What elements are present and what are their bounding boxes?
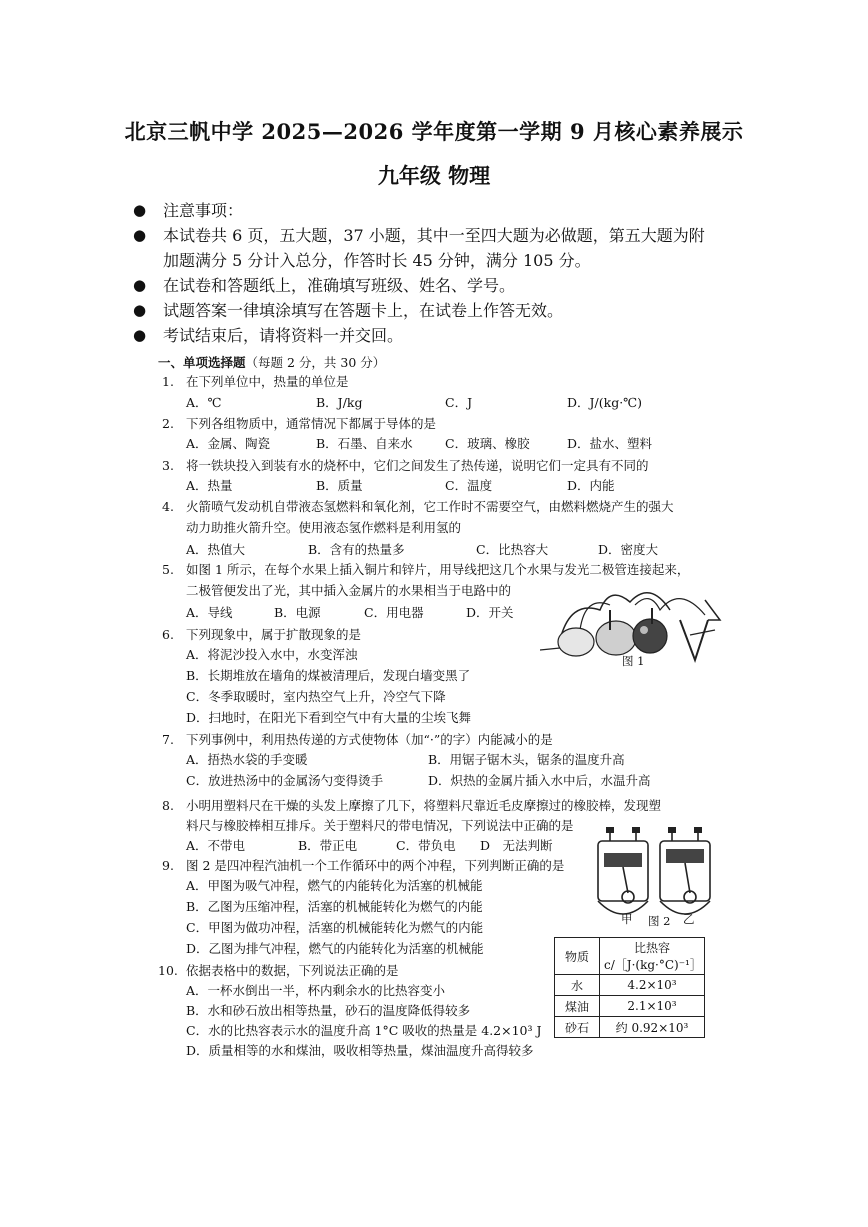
notice-item: ● 本试卷共 6 页，五大题，37 小题，其中一至四大题为必做题，第五大题为附 xyxy=(133,223,753,248)
q5-option-b: B．电源 xyxy=(274,605,321,620)
notice-item: ● 在试卷和答题纸上，准确填写班级、姓名、学号。 xyxy=(133,273,753,298)
exam-page: 北京三帆中学 2025—2026 学年度第一学期 9 月核心素养展示 九年级 物理 ● 注意事项： ● 本试卷共 6 页，五大题，37 小题，其中一至四大题为必做题，第五大题为附 加题满分 5 分计入总分，作答时长 45 分钟，满分 105 分。 ● 在试卷和答题纸上，准确填写班级、姓名、学号。 ● 试题答案一律填涂填写在答题卡上，在试卷上作答无效。 ● 考试结束后，请将资料一并交回。 一、单项选择题（每题 2 分，共 30 分） 1. 在下列单位中，热量的单位是 A．℃ B．J/kg C．J D．J/(kg·℃) 2. 下列各组物质中，通常情况下都属于导体的是 A．金属、陶瓷 B．石墨、自来水 C．玻璃、橡胶 D．盐水、塑料 3. 将一铁块投入到装有水的烧杯中，它们之间发生了热传递，说明它们一定具有不同的 A．热量 B．质量 C．温度 D．内能 4. 火箭喷气发动机自带液态氢燃料和氧化剂，它工作时不需要空气，由燃料燃烧产生的强大 动力助推火箭升空。使用液态氢作燃料是利用氢的 A．热值大 B．含有的热量多 C．比热容大 D．密度大 5. 如图 1 所示，在每个水果上插入铜片和锌片，用导线把这几个水果与发光二极管连接起来， 二极管便发出了光，其中插入金属片的水果相当于电路中的 A．导线 B．电源 C．用电器 D．开关 图 1 6. 下列现象中，属于扩散现象的是 A．将泥沙投入水中，水变浑浊 B．长期堆放在墙角的煤被清理后，发现白墙变黑了 C．冬季取暖时，室内热空气上升，冷空气下降 D．扫地时，在阳光下看到空气中有大量的尘埃飞舞 7. 下列事例中，利用热传递的方式使物体（加“·”的字）内能减小的是 A．捂热水袋的手变暖 B．用锯子锯木头，锯条的温度升高 C．放进热汤中的金属汤勺变得烫手 D．炽热的金属片插入水中后，水温升高 8. 小明用塑料尺在干燥的头发上摩擦了几下，将塑料尺靠近毛皮摩擦过的橡胶棒，发现塑 料尺与橡胶棒相互排斥。关于塑料尺的带电情况，下列说法中正确的是 A．不带电 B．带正电 C．带负电 D 无法判断 甲 图 2 乙 9. 图 2 是四冲程汽油机一个工作循环中的两个冲程，下列判断正确的是 A．甲图为吸气冲程，燃气的内能转化为活塞的机械能 B．乙图为压缩冲程，活塞的机械能转化为燃气的内能 C．甲图为做功冲程，活塞的机械能转化为燃气的内能 D．乙图为排气冲程，燃气的内能转化为活塞的机械能 10. 依据表格中的数据，下列说法正确的是 A．一杯水倒出一半，杯内剩余水的比热容变小 B．水和砂石放出相等热量，砂石的温度降低得较多 C．水的比热容表示水的温度升高 1°C 吸收的热量是 4.2×10³ J D．质量相等的水和煤油，吸收相等热量，煤油温度升高得较多 物质 比热容 c/［J·(kg·°C)⁻¹］ 水 4.2×10³ 煤油 2.1×10³ 砂石 约 0.92×10³ xyxy=(0,0,868,1227)
q10-option-a: A．一杯水倒出一半，杯内剩余水的比热容变小 xyxy=(186,983,446,998)
q5-option-d: D．开关 xyxy=(466,605,514,620)
exam-title: 北京三帆中学 2025—2026 学年度第一学期 9 月核心素养展示 xyxy=(124,119,744,144)
q4-option-c: C．比热容大 xyxy=(476,542,549,557)
q3-option-d: D．内能 xyxy=(567,478,615,493)
q4-option-a: A．热值大 xyxy=(186,542,246,557)
q7-option-b: B．用锯子锯木头，锯条的温度升高 xyxy=(428,752,625,767)
table-row: 煤油 2.1×10³ xyxy=(555,996,705,1017)
q10-option-d: D．质量相等的水和煤油，吸收相等热量，煤油温度升高得较多 xyxy=(186,1043,534,1058)
q3-option-c: C．温度 xyxy=(445,478,493,493)
bullet-icon: ● xyxy=(133,226,147,244)
table-header-substance: 物质 xyxy=(555,938,600,975)
bullet-icon: ● xyxy=(133,201,147,219)
exam-subtitle: 九年级 物理 xyxy=(377,163,491,188)
q7-option-d: D．炽热的金属片插入水中后，水温升高 xyxy=(428,773,651,788)
q3-option-b: B．质量 xyxy=(316,478,363,493)
table-header-specific-heat: 比热容 c/［J·(kg·°C)⁻¹］ xyxy=(600,938,705,975)
figure-2-label: 图 2 xyxy=(648,914,671,928)
notices-list xyxy=(133,198,753,348)
bullet-icon: ● xyxy=(133,326,147,344)
q2-option-c: C．玻璃、橡胶 xyxy=(445,436,530,451)
q6-option-d: D．扫地时，在阳光下看到空气中有大量的尘埃飞舞 xyxy=(186,710,472,725)
q2-option-d: D．盐水、塑料 xyxy=(567,436,653,451)
q6-option-b: B．长期堆放在墙角的煤被清理后，发现白墙变黑了 xyxy=(186,668,471,683)
q9-option-c: C．甲图为做功冲程，活塞的机械能转化为燃气的内能 xyxy=(186,920,484,935)
q6-option-a: A．将泥沙投入水中，水变浑浊 xyxy=(186,647,358,662)
q8-option-d: D 无法判断 xyxy=(480,838,553,853)
q1-option-a: A．℃ xyxy=(186,395,222,410)
bullet-icon: ● xyxy=(133,276,147,294)
q4-option-d: D．密度大 xyxy=(598,542,659,557)
figure-2-left-label: 甲 xyxy=(621,912,633,926)
q8-option-b: B．带正电 xyxy=(298,838,358,853)
specific-heat-table xyxy=(554,937,705,1038)
q9-option-b: B．乙图为压缩冲程，活塞的机械能转化为燃气的内能 xyxy=(186,899,483,914)
notice-item: ● 试题答案一律填涂填写在答题卡上，在试卷上作答无效。 xyxy=(133,298,753,323)
q5-option-a: A．导线 xyxy=(186,605,233,620)
q5-option-c: C．用电器 xyxy=(364,605,424,620)
q1-option-d: D．J/(kg·℃) xyxy=(567,395,643,410)
figure-2-right-label: 乙 xyxy=(683,912,695,926)
q1-option-b: B．J/kg xyxy=(316,395,363,410)
q3-option-a: A．热量 xyxy=(186,478,233,493)
notice-item: ● 考试结束后，请将资料一并交回。 xyxy=(133,323,753,348)
q9-option-a: A．甲图为吸气冲程，燃气的内能转化为活塞的机械能 xyxy=(186,878,483,893)
bullet-icon: ● xyxy=(133,301,147,319)
table-row: 水 4.2×10³ xyxy=(555,975,705,996)
q6-option-c: C．冬季取暖时，室内热空气上升，冷空气下降 xyxy=(186,689,446,704)
q2-option-b: B．石墨、自来水 xyxy=(316,436,413,451)
notice-item: ● 注意事项： xyxy=(133,198,753,223)
table-header-row xyxy=(555,938,705,975)
notice-item-continued: 加题满分 5 分计入总分，作答时长 45 分钟，满分 105 分。 xyxy=(163,251,591,270)
table-row: 砂石 约 0.92×10³ xyxy=(555,1017,705,1038)
q1-option-c: C．J xyxy=(445,395,473,410)
q10-option-c: C．水的比热容表示水的温度升高 1°C 吸收的热量是 4.2×10³ J xyxy=(186,1023,542,1038)
figure-1-label: 图 1 xyxy=(622,654,645,668)
q7-option-a: A．捂热水袋的手变暖 xyxy=(186,752,308,767)
q4-option-b: B．含有的热量多 xyxy=(308,542,405,557)
q10-option-b: B．水和砂石放出相等热量，砂石的温度降低得较多 xyxy=(186,1003,471,1018)
section-heading: 一、单项选择题（每题 2 分，共 30 分） xyxy=(158,355,386,370)
q9-option-d: D．乙图为排气冲程，燃气的内能转化为活塞的机械能 xyxy=(186,941,484,956)
q7-option-c: C．放进热汤中的金属汤勺变得烫手 xyxy=(186,773,384,788)
q2-option-a: A．金属、陶瓷 xyxy=(186,436,271,451)
q8-option-c: C．带负电 xyxy=(396,838,456,853)
q8-option-a: A．不带电 xyxy=(186,838,246,853)
